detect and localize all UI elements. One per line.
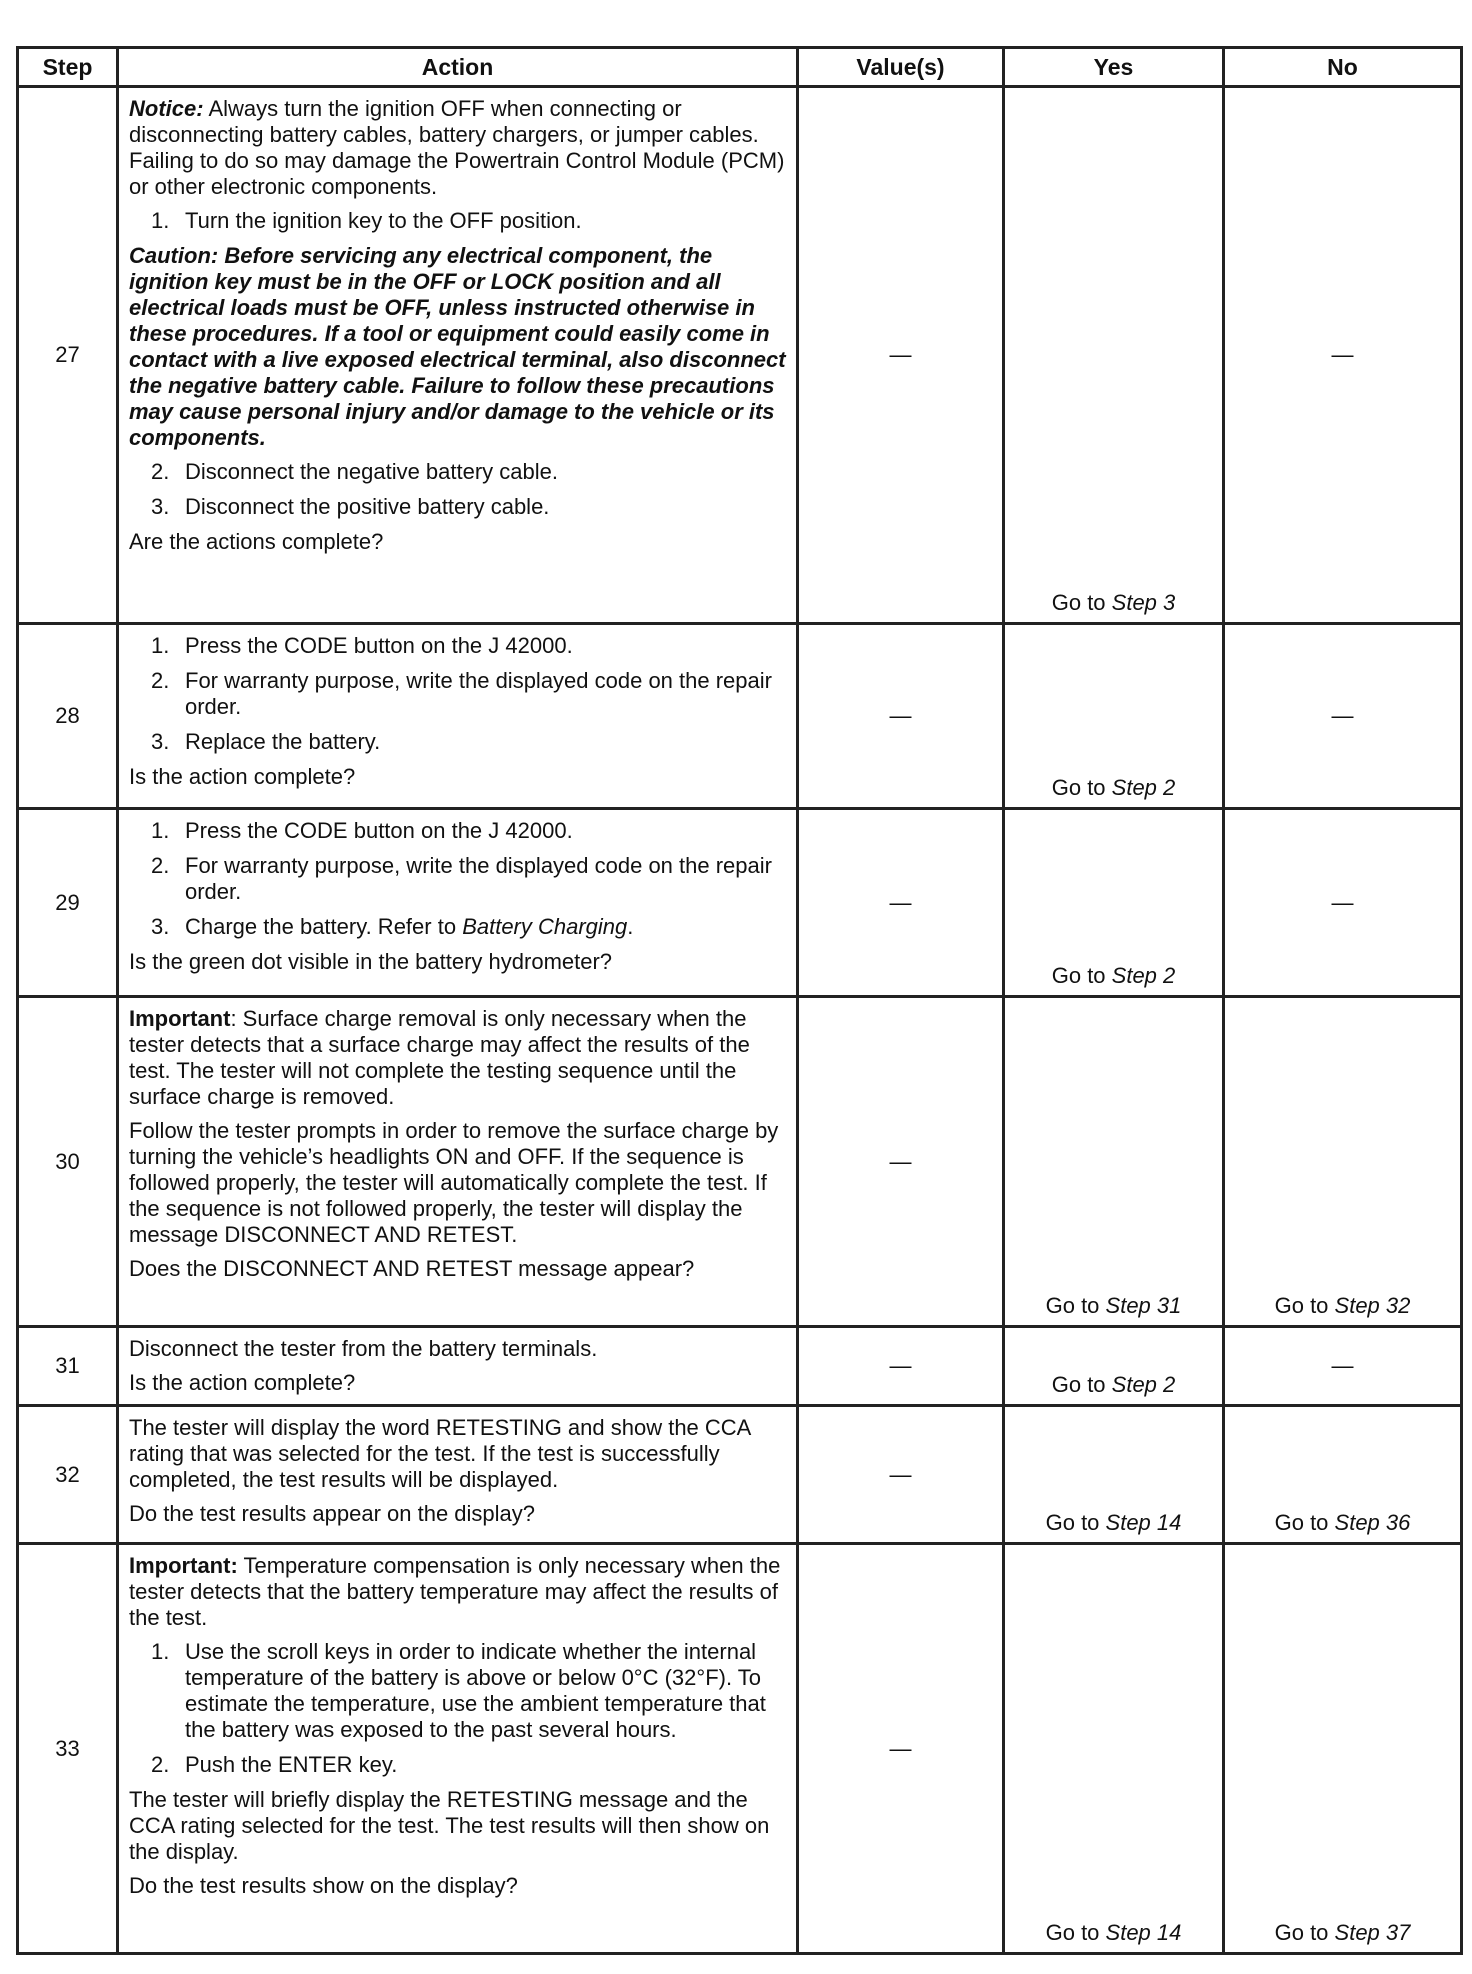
step-link[interactable]: Step 2 [1111,775,1176,800]
step-number: 28 [18,624,118,809]
action-cell [118,87,798,624]
question: Do the test results show on the display? [129,1873,518,1898]
notice [129,96,786,200]
question: Is the action complete? [129,1370,356,1395]
paragraph: Follow the tester prompts in order to remove the surface charge by turning the vehicle’s headlights ON and OFF. If the sequence is followed properly, the tester will automatically complete the test. If the sequence is not followed properly, the tester will display the message DISCONNECT AND RETEST. [129,1118,779,1247]
no-cell: — [1224,624,1462,809]
table-row-step-33 [18,1544,1462,1954]
important: Important: Temperature compensation is only necessary when the tester detects that the battery temperature may affect the results of the test. [129,1553,781,1630]
step-number: 30 [18,997,118,1327]
values-cell: — [798,809,1004,997]
values-cell: — [798,997,1004,1327]
step-link[interactable]: Step 32 [1334,1293,1411,1318]
question: Do the test results appear on the display? [129,1501,536,1526]
list-item: 2. Push the ENTER key. [151,1752,398,1777]
step-link[interactable]: Step 31 [1105,1293,1182,1318]
action-list [129,633,786,755]
important: Important: Surface charge removal is only necessary when the tester detects that a surface charge may affect the results of the test. The tester will not complete the testing sequence until the surface charge is removed. [129,1006,750,1109]
yes-cell: Go to Step 3 [1004,87,1224,624]
step-link[interactable]: Step 2 [1111,1372,1176,1397]
table-row-step-27 [18,87,1462,624]
action-list [129,208,786,234]
important-label: Important: [129,1553,238,1578]
action-cell [118,997,798,1327]
question: Is the action complete? [129,764,356,789]
diagnostic-page [16,46,1460,1955]
paragraph: The tester will display the word RETESTING and show the CCA rating that was selected for the test. If the test is successfully completed, the test results will be displayed. [129,1415,751,1492]
step-link[interactable]: Step 3 [1111,590,1176,615]
no-cell: — [1224,809,1462,997]
table-row-step-31 [18,1327,1462,1406]
yes-cell: Go to Step 14 [1004,1544,1224,1954]
paragraph: The tester will briefly display the RETESTING message and the CCA rating selected for the test. The test results will then show on the display. [129,1787,770,1864]
list-item: 2. Disconnect the negative battery cable. [151,459,559,484]
action-cell [118,809,798,997]
header-no: No [1224,48,1462,87]
values-cell: — [798,624,1004,809]
no-cell: — [1224,1327,1462,1406]
action-list [129,1639,786,1778]
question: Does the DISCONNECT AND RETEST message appear? [129,1256,695,1281]
yes-cell: Go to Step 31 [1004,997,1224,1327]
action-cell [118,1327,798,1406]
no-cell: Go to Step 32 [1224,997,1462,1327]
list-item: 3. Disconnect the positive battery cable. [151,494,550,519]
list-item: 1. Turn the ignition key to the OFF position. [151,208,582,233]
step-link[interactable]: Step 14 [1105,1920,1182,1945]
yes-cell: Go to Step 2 [1004,1327,1224,1406]
important-label: Important [129,1006,231,1031]
list-item: 3. Replace the battery. [151,729,381,754]
table-row-step-28 [18,624,1462,809]
step-link[interactable]: Step 14 [1105,1510,1182,1535]
header-row [18,48,1462,87]
yes-cell: Go to Step 2 [1004,624,1224,809]
step-link[interactable]: Step 36 [1334,1510,1411,1535]
values-cell: — [798,1544,1004,1954]
table-row-step-30 [18,997,1462,1327]
action-cell [118,1544,798,1954]
no-cell: Go to Step 37 [1224,1544,1462,1954]
action-list [129,818,786,940]
yes-cell: Go to Step 14 [1004,1406,1224,1544]
list-item: 1. Press the CODE button on the J 42000. [151,633,573,658]
no-cell: — [1224,87,1462,624]
values-cell: — [798,1406,1004,1544]
question: Are the actions complete? [129,529,384,554]
step-number: 33 [18,1544,118,1954]
list-item: 3. Charge the battery. Refer to Battery Charging. [151,914,634,939]
paragraph: Disconnect the tester from the battery terminals. [129,1336,598,1361]
step-number: 27 [18,87,118,624]
step-link[interactable]: Step 37 [1334,1920,1411,1945]
table-row-step-32 [18,1406,1462,1544]
step-number: 29 [18,809,118,997]
header-values: Value(s) [798,48,1004,87]
action-cell [118,624,798,809]
step-number: 32 [18,1406,118,1544]
header-action: Action [118,48,798,87]
header-step: Step [18,48,118,87]
diagnostic-table [16,46,1463,1955]
notice-label: Notice: [129,96,204,121]
list-item: 1. Press the CODE button on the J 42000. [151,818,573,843]
action-cell [118,1406,798,1544]
values-cell: — [798,1327,1004,1406]
values-cell: — [798,87,1004,624]
question: Is the green dot visible in the battery hydrometer? [129,949,613,974]
list-item: 2. For warranty purpose, write the displayed code on the repair order. [151,668,772,719]
no-cell: Go to Step 36 [1224,1406,1462,1544]
step-number: 31 [18,1327,118,1406]
notice-text: Always turn the ignition OFF when connecting or disconnecting battery cables, battery chargers, or jumper cables. Failing to do so may damage the Powertrain Control Module (PCM) or other electronic components. [129,96,785,199]
list-item: 2. For warranty purpose, write the displayed code on the repair order. [151,853,772,904]
table-row-step-29 [18,809,1462,997]
step-link[interactable]: Step 2 [1111,963,1176,988]
reference-link[interactable]: Battery Charging [462,914,628,939]
header-yes: Yes [1004,48,1224,87]
caution: Caution: Before servicing any electrical component, the ignition key must be in the OFF or LOCK position and all electrical loads must be OFF, unless instructed otherwise in these procedures. If a tool or equipment could easily come in contact with a live exposed electrical terminal, also disconnect the negative battery cable. Failure to follow these precautions may cause personal injury and/or damage to the vehicle or its components. [129,243,786,450]
action-list [129,459,786,520]
yes-cell: Go to Step 2 [1004,809,1224,997]
list-item: 1. Use the scroll keys in order to indicate whether the internal temperature of the battery is above or below 0°C (32°F). To estimate the temperature, use the ambient temperature that the battery was exposed to the past several hours. [151,1639,766,1742]
